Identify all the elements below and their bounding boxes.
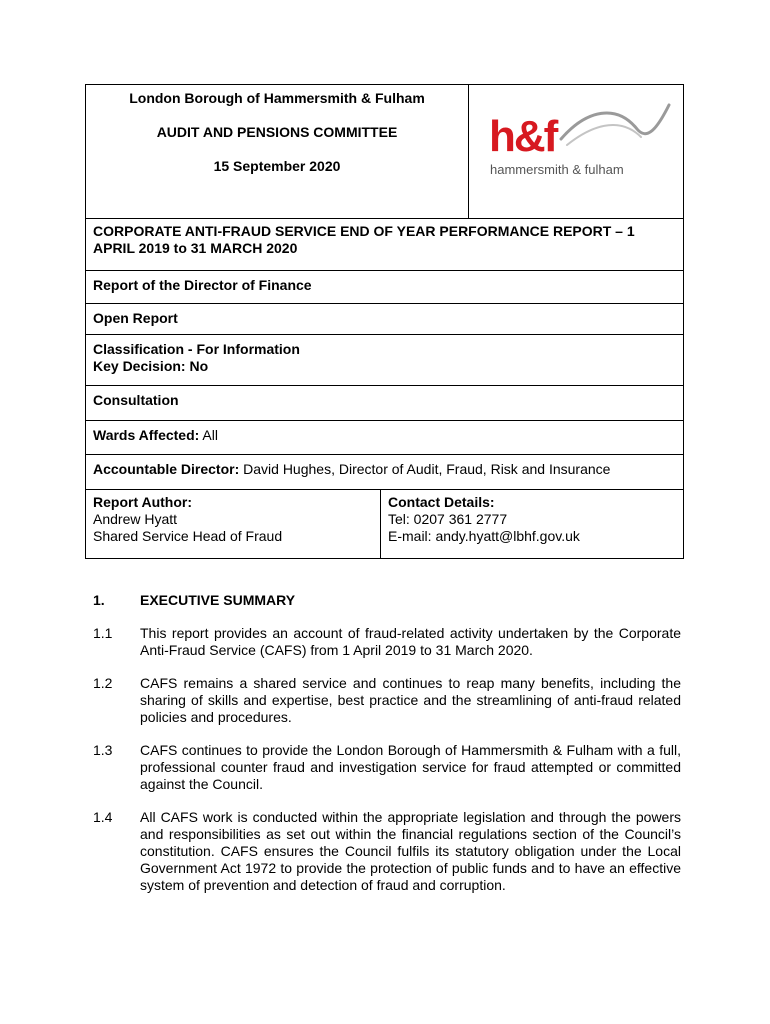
author-name: Andrew Hyatt bbox=[93, 511, 178, 527]
wards-value: All bbox=[199, 427, 218, 443]
contact-details-cell bbox=[381, 490, 683, 558]
committee-name: AUDIT AND PENSIONS COMMITTEE bbox=[156, 124, 398, 140]
section-number: 1. bbox=[93, 592, 105, 608]
paragraph-number: 1.1 bbox=[93, 625, 113, 641]
hf-logo-mark: h&f bbox=[489, 112, 557, 161]
paragraph-number: 1.3 bbox=[93, 742, 113, 758]
hf-logo-text: hammersmith & fulham bbox=[490, 162, 624, 177]
contact-email[interactable]: E-mail: andy.hyatt@lbhf.gov.uk bbox=[388, 528, 580, 544]
author-label: Report Author: bbox=[93, 494, 193, 510]
paragraph-text: All CAFS work is conducted within the appropriate legislation and through the powers and responsibilities as set out within the financial regulations section of the Council’s constitution. CAFS ensures the Council fulfils its statutory obligation under the Local Government Act 1972 to provide the protection of public funds and to have an effective system of prevention and detection of fraud and corruption. bbox=[140, 809, 681, 893]
author-role: Shared Service Head of Fraud bbox=[93, 528, 283, 544]
report-title: CORPORATE ANTI-FRAUD SERVICE END OF YEAR PERFORMANCE REPORT – 1 APRIL 2019 to 31 MARCH 2020 bbox=[86, 218, 683, 270]
consultation: Consultation bbox=[86, 385, 683, 420]
org-name: London Borough of Hammersmith & Fulham bbox=[129, 90, 425, 106]
director-label: Accountable Director: bbox=[93, 461, 240, 477]
paragraph-text: This report provides an account of fraud-related activity undertaken by the Corporate Anti-Fraud Service (CAFS) from 1 April 2019 to 31 March 2020. bbox=[140, 625, 681, 658]
paragraph-text: CAFS continues to provide the London Borough of Hammersmith & Fulham with a full, professional counter fraud and investigation service for fraud attempted or committed against the Council. bbox=[140, 742, 681, 792]
paragraph-number: 1.2 bbox=[93, 675, 113, 691]
logo-cell bbox=[469, 85, 683, 218]
author-contact-row bbox=[86, 489, 683, 558]
paragraph-number: 1.4 bbox=[93, 809, 113, 825]
section-title: EXECUTIVE SUMMARY bbox=[140, 592, 296, 608]
logo-swoosh-icon bbox=[557, 99, 677, 159]
report-header-table bbox=[85, 84, 684, 559]
wards-affected bbox=[86, 420, 683, 454]
wards-label: Wards Affected: bbox=[93, 427, 200, 443]
paragraph-text: CAFS remains a shared service and continues to reap many benefits, including the sharing of skills and expertise, best practice and the streamlining of anti-fraud related policies and procedures. bbox=[140, 675, 681, 725]
key-decision: Key Decision: No bbox=[93, 358, 209, 374]
contact-tel: Tel: 0207 361 2777 bbox=[388, 511, 508, 527]
contact-label: Contact Details: bbox=[388, 494, 495, 510]
meeting-info bbox=[86, 85, 469, 218]
header-top-row bbox=[86, 85, 683, 218]
classification: Classification - For Information bbox=[93, 341, 300, 357]
accountable-director bbox=[86, 454, 683, 489]
report-of: Report of the Director of Finance bbox=[86, 270, 683, 303]
director-value: David Hughes, Director of Audit, Fraud, Risk and Insurance bbox=[239, 461, 611, 477]
classification-cell bbox=[86, 334, 683, 385]
meeting-date: 15 September 2020 bbox=[213, 158, 341, 174]
open-report: Open Report bbox=[86, 303, 683, 334]
report-author-cell bbox=[86, 490, 381, 558]
